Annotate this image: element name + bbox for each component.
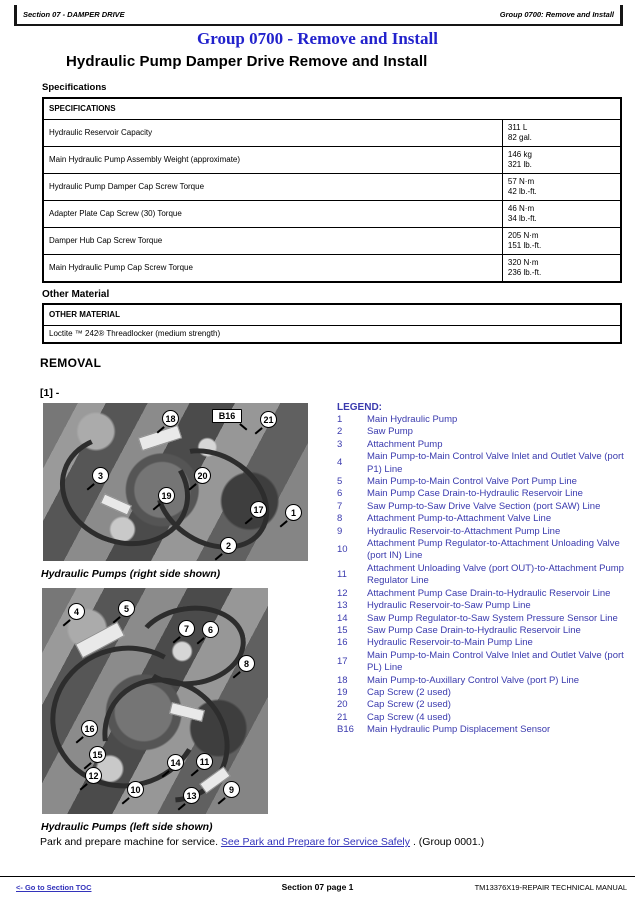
legend-item-text: Hydraulic Reservoir-to-Attachment Pump Line: [367, 525, 561, 537]
legend-item-text: Hydraulic Reservoir-to-Saw Pump Line: [367, 600, 531, 612]
header-group-label: Group 0700: Remove and Install: [499, 10, 614, 19]
other-material-label: Other Material: [42, 289, 110, 300]
callout-7: 7: [178, 620, 195, 637]
spec-row: [43, 174, 621, 201]
legend-item: [337, 488, 629, 500]
legend-item: [337, 476, 629, 488]
callout-B16: B16: [212, 409, 242, 423]
legend-item-key: 4: [337, 457, 343, 469]
callout-3: 3: [92, 467, 109, 484]
legend-item-key: 3: [337, 438, 343, 450]
manual-id: TM13376X19-REPAIR TECHNICAL MANUAL: [474, 883, 627, 892]
spec-value-metric: 205 N·m: [507, 231, 539, 240]
spec-value: [502, 228, 621, 255]
section-toc-link[interactable]: <- Go to Section TOC: [16, 883, 92, 892]
legend-item-text: Cap Screw (2 used): [367, 686, 451, 698]
callout-11: 11: [196, 753, 213, 770]
legend-item-text: Main Hydraulic Pump: [367, 414, 458, 425]
legend-item-text: Attachment Pump-to-Attachment Valve Line: [367, 513, 552, 525]
callout-2: 2: [220, 537, 237, 554]
legend-item-key: 20: [337, 699, 348, 711]
legend-item-key: 19: [337, 686, 348, 698]
legend-item-text: Attachment Unloading Valve (port OUT)-to-Attachment Pump Regulator Line: [367, 562, 624, 587]
om-table-header: OTHER MATERIAL: [43, 304, 621, 326]
spec-row: [43, 201, 621, 228]
legend-item: [337, 588, 629, 600]
callout-12: 12: [85, 767, 102, 784]
legend-items: [337, 414, 629, 737]
spec-table-header: SPECIFICATIONS: [43, 98, 621, 120]
legend-item-key: 21: [337, 711, 348, 723]
legend-item-text: Attachment Pump Regulator-to-Attachment Unloading Valve (port IN) Line: [367, 538, 620, 562]
group-title: Group 0700 - Remove and Install: [196, 29, 438, 48]
instruction-suffix: . (Group 0001.): [410, 836, 485, 848]
service-instruction: [40, 836, 484, 848]
legend-item-text: Main Pump-to-Auxillary Control Valve (port P) Line: [367, 674, 580, 686]
figure-caption: Hydraulic Pumps (left side shown): [41, 821, 213, 833]
legend-item: [337, 526, 629, 538]
spec-value: [502, 147, 621, 174]
legend-item-key: 11: [337, 569, 347, 581]
other-material-table: [42, 303, 622, 344]
legend-item-text: Main Pump-to-Main Control Valve Port Pump Line: [367, 476, 577, 488]
legend-item: [337, 538, 629, 563]
header-section-label: Section 07 - DAMPER DRIVE: [23, 10, 125, 19]
om-material-name: Loctite ™ 242® Threadlocker (medium strength): [43, 326, 621, 344]
om-table-header-row: [43, 304, 621, 326]
step-label: [1] -: [40, 387, 60, 399]
legend-item-key: 12: [337, 587, 348, 599]
spec-value-metric: 57 N·m: [507, 177, 535, 186]
legend-item-text: Cap Screw (2 used): [367, 699, 451, 711]
spec-value-metric: 320 N·m: [507, 258, 539, 267]
legend-item: [337, 687, 629, 699]
legend-item-key: 17: [337, 655, 348, 667]
spec-row: [43, 147, 621, 174]
legend-item-key: 8: [337, 513, 343, 525]
callout-4: 4: [68, 603, 85, 620]
callout-18: 18: [162, 410, 179, 427]
callout-9: 9: [223, 781, 240, 798]
spec-value: [502, 120, 621, 147]
page-number: Section 07 page 1: [281, 882, 354, 892]
spec-name: Main Hydraulic Pump Cap Screw Torque: [43, 255, 502, 283]
legend: [337, 402, 629, 737]
spec-value: [502, 201, 621, 228]
legend-heading: LEGEND:: [337, 402, 382, 413]
spec-value-metric: 46 N·m: [507, 204, 535, 213]
legend-item-key: 9: [337, 525, 343, 537]
figure-caption: Hydraulic Pumps (right side shown): [41, 568, 221, 580]
spec-value-english: 34 lb.-ft.: [507, 214, 537, 223]
page-header: [14, 5, 623, 26]
legend-item-key: 6: [337, 488, 343, 500]
legend-item-key: 14: [337, 612, 348, 624]
callout-15: 15: [89, 746, 106, 763]
callout-6: 6: [202, 621, 219, 638]
legend-item: [337, 600, 629, 612]
legend-item-text: Main Hydraulic Pump Displacement Sensor: [367, 724, 551, 736]
spec-row: [43, 255, 621, 283]
legend-item: [337, 699, 629, 711]
spec-row: [43, 120, 621, 147]
page-footer: [0, 876, 635, 900]
callout-10: 10: [127, 781, 144, 798]
legend-item: [337, 613, 629, 625]
page-title: Hydraulic Pump Damper Drive Remove and Install: [66, 53, 428, 70]
spec-name: Hydraulic Pump Damper Cap Screw Torque: [43, 174, 502, 201]
callout-19: 19: [158, 487, 175, 504]
callout-5: 5: [118, 600, 135, 617]
legend-item-key: 10: [337, 544, 348, 556]
callout-13: 13: [183, 787, 200, 804]
legend-item-text: Main Pump-to-Main Control Valve Inlet and Outlet Valve (port P1) Line: [367, 451, 624, 475]
callout-17: 17: [250, 501, 267, 518]
legend-item-key: 15: [337, 624, 348, 636]
spec-name: Main Hydraulic Pump Assembly Weight (approximate): [43, 147, 502, 174]
legend-item: [337, 625, 629, 637]
legend-item-key: 1: [337, 414, 343, 425]
legend-item-text: Attachment Pump Case Drain-to-Hydraulic Reservoir Line: [367, 587, 611, 599]
legend-item-text: Attachment Pump: [367, 438, 443, 450]
spec-value-metric: 146 kg: [507, 150, 532, 159]
spec-name: Hydraulic Reservoir Capacity: [43, 120, 502, 147]
legend-item: [337, 426, 629, 438]
legend-item: [337, 501, 629, 513]
legend-item-key: 16: [337, 637, 348, 649]
legend-item: [337, 414, 629, 426]
spec-value-english: 236 lb.-ft.: [507, 268, 542, 277]
legend-item-text: Saw Pump Regulator-to-Saw System Pressure Sensor Line: [367, 612, 618, 624]
spec-row: [43, 228, 621, 255]
legend-item-key: 2: [337, 426, 343, 438]
legend-item: [337, 563, 629, 588]
instruction-prefix: Park and prepare machine for service.: [40, 836, 221, 848]
removal-heading: REMOVAL: [40, 356, 102, 370]
spec-name: Damper Hub Cap Screw Torque: [43, 228, 502, 255]
spec-name: Adapter Plate Cap Screw (30) Torque: [43, 201, 502, 228]
spec-table-header-row: [43, 98, 621, 120]
callout-16: 16: [81, 720, 98, 737]
figure-hydraulic-pumps-left: [42, 588, 268, 814]
legend-item: [337, 650, 629, 675]
specifications-label: Specifications: [42, 82, 107, 93]
spec-value-english: 151 lb.-ft.: [507, 241, 542, 250]
legend-item-text: Main Pump-to-Main Control Valve Inlet and Outlet Valve (port PL) Line: [367, 649, 624, 674]
legend-item-key: 18: [337, 674, 348, 686]
legend-item-text: Saw Pump: [367, 426, 413, 438]
legend-item-key: 13: [337, 600, 348, 612]
legend-item-key: 5: [337, 476, 343, 488]
figure-hydraulic-pumps-right: [43, 403, 308, 561]
legend-item-text: Cap Screw (4 used): [367, 711, 451, 723]
legend-item-text: Saw Pump-to-Saw Drive Valve Section (port SAW) Line: [367, 500, 601, 512]
spec-value-english: 82 gal.: [507, 133, 532, 142]
callout-14: 14: [167, 754, 184, 771]
spec-value-english: 42 lb.-ft.: [507, 187, 537, 196]
legend-item-key: B16: [337, 724, 354, 736]
callout-1: 1: [285, 504, 302, 521]
legend-item: [337, 724, 629, 736]
callout-8: 8: [238, 655, 255, 672]
legend-item-text: Saw Pump Case Drain-to-Hydraulic Reservoir Line: [367, 624, 581, 636]
spec-value-metric: 311 L: [507, 123, 528, 132]
spec-value: [502, 255, 621, 283]
legend-item: [337, 712, 629, 724]
callout-21: 21: [260, 411, 277, 428]
legend-item: [337, 513, 629, 525]
legend-item: [337, 637, 629, 649]
legend-item-text: Hydraulic Reservoir-to-Main Pump Line: [367, 637, 533, 649]
legend-item: [337, 451, 629, 476]
callout-20: 20: [194, 467, 211, 484]
service-safely-link[interactable]: See Park and Prepare for Service Safely: [220, 836, 411, 848]
om-table-row: [43, 326, 621, 344]
legend-item-text: Main Pump Case Drain-to-Hydraulic Reservoir Line: [367, 488, 583, 500]
legend-item: [337, 439, 629, 451]
legend-item-key: 7: [337, 500, 343, 512]
specifications-table: [42, 97, 622, 283]
spec-value: [502, 174, 621, 201]
spec-value-english: 321 lb.: [507, 160, 532, 169]
legend-item: [337, 675, 629, 687]
